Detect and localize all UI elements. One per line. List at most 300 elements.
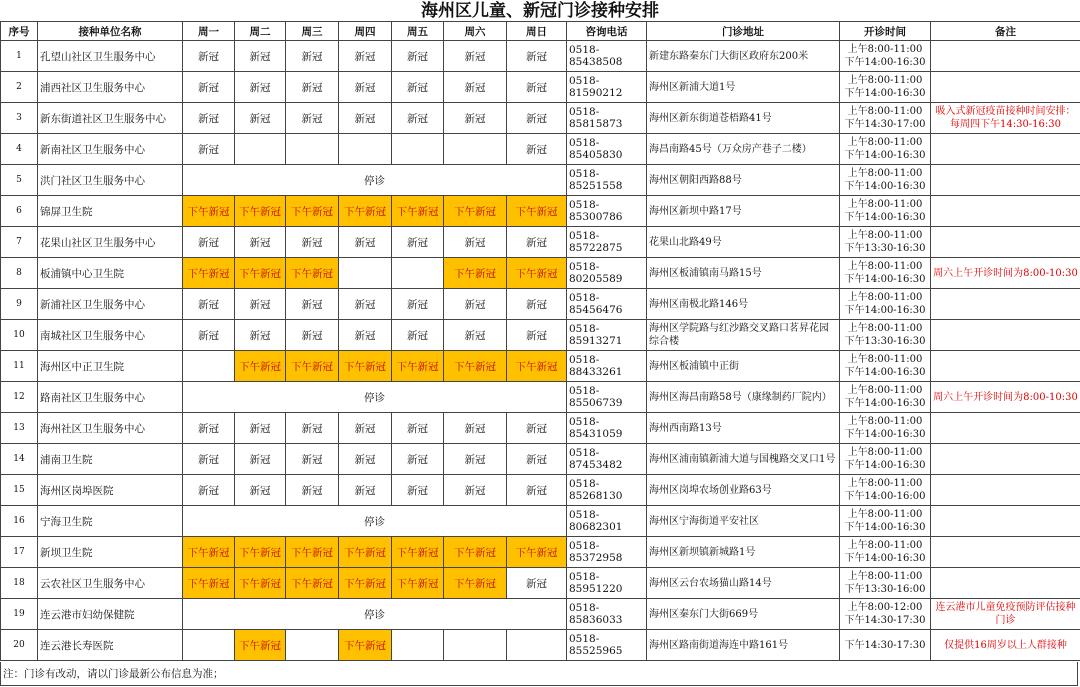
address-cell: 海州区新坝镇新城路1号 [647, 537, 840, 568]
day-cell: 下午新冠 [339, 196, 392, 227]
afternoon-hours: 下午14:00-16:30 [844, 274, 926, 285]
row-number: 7 [1, 227, 38, 258]
day-cell: 新冠 [507, 568, 567, 599]
row-number: 1 [1, 41, 38, 72]
morning-hours: 上午8:00-11:00 [847, 292, 923, 303]
day-cell: 新冠 [444, 320, 507, 351]
clinic-name: 浦南卫生院 [38, 444, 183, 475]
table-row [1, 413, 1080, 444]
day-cell: 新冠 [339, 413, 392, 444]
day-cell: 下午新冠 [235, 537, 286, 568]
day-cell [286, 134, 339, 165]
phone-cell: 0518-85525965 [567, 630, 647, 661]
morning-hours: 上午8:00-11:00 [847, 540, 923, 551]
table-row [1, 320, 1080, 351]
day-cell: 新冠 [286, 227, 339, 258]
day-cell: 新冠 [444, 413, 507, 444]
row-number: 5 [1, 165, 38, 196]
day-cell: 下午新冠 [183, 196, 235, 227]
phone-cell: 0518-80205589 [567, 258, 647, 289]
day-cell: 新冠 [507, 134, 567, 165]
hours-cell [840, 41, 931, 72]
address-cell: 海州区海昌南路58号（康缘制药厂院内） [647, 382, 840, 413]
day-cell: 新冠 [286, 103, 339, 134]
phone-cell: 0518-87453482 [567, 444, 647, 475]
day-cell: 新冠 [235, 475, 286, 506]
day-cell: 新冠 [235, 227, 286, 258]
address-cell: 海州区板浦镇南马路15号 [647, 258, 840, 289]
day-cell: 下午新冠 [339, 568, 392, 599]
clinic-name: 锦屏卫生院 [38, 196, 183, 227]
clinic-name: 宁海卫生院 [38, 506, 183, 537]
day-cell [339, 258, 392, 289]
morning-hours: 上午8:00-11:00 [847, 447, 923, 458]
morning-hours: 上午8:00-11:00 [847, 323, 923, 334]
day-cell: 新冠 [444, 289, 507, 320]
phone-cell: 0518-85405830 [567, 134, 647, 165]
row-number: 10 [1, 320, 38, 351]
morning-hours: 上午8:00-11:00 [847, 385, 923, 396]
address-cell: 海州区云台农场猫山路14号 [647, 568, 840, 599]
afternoon-hours: 下午14:00-16:30 [844, 398, 926, 409]
clinic-name: 新浦社区卫生服务中心 [38, 289, 183, 320]
day-cell: 新冠 [183, 103, 235, 134]
hours-cell [840, 258, 931, 289]
row-number: 9 [1, 289, 38, 320]
day-cell: 下午新冠 [392, 351, 444, 382]
clinic-name: 新坝卫生院 [38, 537, 183, 568]
phone-cell: 0518-85722875 [567, 227, 647, 258]
day-cell: 新冠 [235, 289, 286, 320]
closed-status: 停诊 [183, 382, 567, 413]
day-cell: 新冠 [339, 444, 392, 475]
clinic-name: 连云港市妇幼保健院 [38, 599, 183, 630]
day-cell: 下午新冠 [339, 537, 392, 568]
row-number: 14 [1, 444, 38, 475]
clinic-name: 新南社区卫生服务中心 [38, 134, 183, 165]
remark-cell [931, 320, 1080, 351]
hours-cell [840, 630, 931, 661]
table-row [1, 41, 1080, 72]
day-cell: 新冠 [444, 475, 507, 506]
afternoon-hours: 下午14:30-17:30 [844, 615, 926, 626]
address-cell: 海州区新东街道苍梧路41号 [647, 103, 840, 134]
phone-cell: 0518-88433261 [567, 351, 647, 382]
day-cell [183, 351, 235, 382]
row-number: 19 [1, 599, 38, 630]
remark-cell [931, 506, 1080, 537]
remark-cell [931, 351, 1080, 382]
morning-hours: 上午8:00-11:00 [847, 478, 923, 489]
day-cell: 新冠 [392, 475, 444, 506]
phone-cell: 0518-85372958 [567, 537, 647, 568]
hours-cell [840, 289, 931, 320]
day-cell: 新冠 [507, 413, 567, 444]
day-cell: 新冠 [183, 475, 235, 506]
phone-cell: 0518-85951220 [567, 568, 647, 599]
phone-cell: 0518-85506739 [567, 382, 647, 413]
hours-cell [840, 382, 931, 413]
day-cell: 下午新冠 [507, 258, 567, 289]
row-number: 3 [1, 103, 38, 134]
clinic-name: 花果山社区卫生服务中心 [38, 227, 183, 258]
day-cell: 新冠 [392, 289, 444, 320]
afternoon-hours: 下午14:00-16:30 [844, 367, 926, 378]
table-row [1, 196, 1080, 227]
day-cell: 下午新冠 [392, 537, 444, 568]
day-cell: 新冠 [235, 413, 286, 444]
hours-cell [840, 537, 931, 568]
row-number: 18 [1, 568, 38, 599]
address-cell: 海州区路南街道海连中路161号 [647, 630, 840, 661]
day-cell: 新冠 [286, 413, 339, 444]
day-cell: 新冠 [183, 227, 235, 258]
address-cell: 海州区新浦大道1号 [647, 72, 840, 103]
phone-cell: 0518-85438508 [567, 41, 647, 72]
clinic-name: 孔望山社区卫生服务中心 [38, 41, 183, 72]
day-cell: 新冠 [286, 475, 339, 506]
day-cell: 下午新冠 [507, 196, 567, 227]
afternoon-hours: 下午14:30-17:30 [844, 639, 926, 651]
schedule-table [0, 21, 1080, 661]
day-cell [392, 134, 444, 165]
hours-cell [840, 103, 931, 134]
day-cell: 新冠 [507, 41, 567, 72]
afternoon-hours: 下午14:30-17:00 [844, 119, 926, 130]
day-cell [392, 630, 444, 661]
day-cell: 新冠 [286, 320, 339, 351]
morning-hours: 上午8:00-11:00 [847, 75, 923, 86]
remark-cell: 周六上午开诊时间为8:00-10:30 [931, 382, 1080, 413]
day-cell: 新冠 [339, 227, 392, 258]
afternoon-hours: 下午14:00-16:30 [844, 212, 926, 223]
address-cell: 海州区宁海街道平安社区 [647, 506, 840, 537]
day-cell [444, 630, 507, 661]
clinic-name: 海州区中正卫生院 [38, 351, 183, 382]
afternoon-hours: 下午13:30-16:30 [844, 243, 926, 254]
afternoon-hours: 下午14:00-16:30 [844, 522, 926, 533]
morning-hours: 上午8:00-11:00 [847, 354, 923, 365]
day-cell: 下午新冠 [235, 568, 286, 599]
day-cell: 新冠 [392, 444, 444, 475]
header-cell: 接种单位名称 [38, 22, 183, 41]
day-cell: 新冠 [183, 134, 235, 165]
day-cell: 新冠 [444, 227, 507, 258]
day-cell: 新冠 [183, 444, 235, 475]
address-cell: 海州区浦南镇新浦大道与国槐路交叉口1号 [647, 444, 840, 475]
day-cell: 下午新冠 [444, 568, 507, 599]
day-cell: 新冠 [286, 41, 339, 72]
morning-hours: 上午8:00-12:00 [847, 602, 923, 613]
table-row [1, 351, 1080, 382]
phone-cell: 0518-85815873 [567, 103, 647, 134]
clinic-name: 南城社区卫生服务中心 [38, 320, 183, 351]
day-cell: 下午新冠 [286, 568, 339, 599]
day-cell [392, 258, 444, 289]
day-cell: 下午新冠 [235, 196, 286, 227]
footer-note: 注：门诊有改动，请以门诊最新公布信息为准； [0, 662, 1078, 686]
day-cell: 下午新冠 [507, 537, 567, 568]
day-cell: 新冠 [507, 320, 567, 351]
hours-cell [840, 227, 931, 258]
table-row [1, 382, 1080, 413]
afternoon-hours: 下午14:00-16:30 [844, 150, 926, 161]
remark-cell [931, 72, 1080, 103]
day-cell: 新冠 [444, 444, 507, 475]
day-cell: 下午新冠 [339, 351, 392, 382]
day-cell: 新冠 [339, 475, 392, 506]
day-cell: 下午新冠 [286, 537, 339, 568]
day-cell: 下午新冠 [444, 537, 507, 568]
remark-cell [931, 165, 1080, 196]
morning-hours: 上午8:00-11:00 [847, 509, 923, 520]
page-title: 海州区儿童、新冠门诊接种安排 [421, 1, 659, 21]
day-cell: 下午新冠 [286, 196, 339, 227]
day-cell: 新冠 [507, 227, 567, 258]
row-number: 13 [1, 413, 38, 444]
remark-cell [931, 41, 1080, 72]
table-row [1, 72, 1080, 103]
header-cell: 周三 [286, 22, 339, 41]
day-cell [507, 630, 567, 661]
day-cell: 下午新冠 [507, 351, 567, 382]
table-row [1, 165, 1080, 196]
clinic-name: 云农社区卫生服务中心 [38, 568, 183, 599]
hours-cell [840, 165, 931, 196]
day-cell: 下午新冠 [235, 351, 286, 382]
day-cell: 新冠 [339, 289, 392, 320]
morning-hours: 上午8:00-11:00 [847, 261, 923, 272]
day-cell: 新冠 [507, 103, 567, 134]
address-cell: 海州区新坝中路17号 [647, 196, 840, 227]
afternoon-hours: 下午14:00-16:30 [844, 553, 926, 564]
table-row [1, 475, 1080, 506]
row-number: 15 [1, 475, 38, 506]
remark-cell: 周六上午开诊时间为8:00-10:30 [931, 258, 1080, 289]
header-cell: 门诊地址 [647, 22, 840, 41]
day-cell: 新冠 [183, 72, 235, 103]
day-cell: 新冠 [286, 444, 339, 475]
address-cell: 新建东路秦东门大街区政府东200米 [647, 41, 840, 72]
row-number: 2 [1, 72, 38, 103]
day-cell: 下午新冠 [183, 537, 235, 568]
remark-cell [931, 196, 1080, 227]
address-cell: 海州区板浦镇中正街 [647, 351, 840, 382]
schedule-body [1, 41, 1080, 661]
day-cell: 新冠 [235, 444, 286, 475]
remark-cell: 仅提供16周岁以上人群接种 [931, 630, 1080, 661]
hours-cell [840, 475, 931, 506]
day-cell: 下午新冠 [392, 568, 444, 599]
hours-cell [840, 134, 931, 165]
remark-cell [931, 227, 1080, 258]
hours-cell [840, 351, 931, 382]
day-cell [183, 630, 235, 661]
hours-cell [840, 413, 931, 444]
morning-hours: 上午8:00-11:00 [847, 168, 923, 179]
header-cell: 周日 [507, 22, 567, 41]
hours-cell [840, 506, 931, 537]
afternoon-hours: 下午14:00-16:30 [844, 460, 926, 471]
header-cell: 咨询电话 [567, 22, 647, 41]
remark-cell [931, 444, 1080, 475]
clinic-name: 路南社区卫生服务中心 [38, 382, 183, 413]
day-cell: 新冠 [392, 103, 444, 134]
table-row [1, 599, 1080, 630]
day-cell: 新冠 [339, 103, 392, 134]
address-cell: 花果山北路49号 [647, 227, 840, 258]
day-cell: 下午新冠 [444, 351, 507, 382]
remark-cell [931, 537, 1080, 568]
morning-hours: 上午8:00-11:00 [847, 137, 923, 148]
day-cell: 新冠 [339, 320, 392, 351]
afternoon-hours: 下午14:00-16:30 [844, 429, 926, 440]
table-row [1, 134, 1080, 165]
day-cell: 下午新冠 [444, 196, 507, 227]
row-number: 12 [1, 382, 38, 413]
hours-cell [840, 72, 931, 103]
day-cell: 下午新冠 [286, 351, 339, 382]
day-cell: 新冠 [339, 72, 392, 103]
clinic-name: 海州区岗埠医院 [38, 475, 183, 506]
address-cell: 海州区秦东门大街669号 [647, 599, 840, 630]
day-cell: 下午新冠 [339, 630, 392, 661]
row-number: 17 [1, 537, 38, 568]
phone-cell: 0518-85431059 [567, 413, 647, 444]
header-cell: 周四 [339, 22, 392, 41]
header-cell: 备注 [931, 22, 1080, 41]
remark-cell [931, 134, 1080, 165]
day-cell: 新冠 [444, 41, 507, 72]
remark-cell: 连云港市儿童免疫预防评估接种门诊 [931, 599, 1080, 630]
header-cell: 周一 [183, 22, 235, 41]
address-cell: 海州区学院路与红沙路交叉路口茗昇花园综合楼 [647, 320, 840, 351]
clinic-name: 连云港长寿医院 [38, 630, 183, 661]
row-number: 8 [1, 258, 38, 289]
afternoon-hours: 下午14:00-16:30 [844, 57, 926, 68]
day-cell: 新冠 [444, 72, 507, 103]
day-cell: 新冠 [507, 72, 567, 103]
day-cell: 新冠 [235, 72, 286, 103]
hours-cell [840, 599, 931, 630]
table-row [1, 506, 1080, 537]
closed-status: 停诊 [183, 506, 567, 537]
day-cell: 新冠 [235, 41, 286, 72]
address-cell: 海州西南路13号 [647, 413, 840, 444]
header-row [1, 22, 1080, 41]
phone-cell: 0518-85836033 [567, 599, 647, 630]
day-cell: 新冠 [392, 41, 444, 72]
day-cell [444, 134, 507, 165]
row-number: 16 [1, 506, 38, 537]
header-cell: 序号 [1, 22, 38, 41]
header-cell: 周六 [444, 22, 507, 41]
day-cell: 新冠 [507, 444, 567, 475]
table-row [1, 568, 1080, 599]
morning-hours: 上午8:00-11:00 [847, 199, 923, 210]
table-row [1, 289, 1080, 320]
afternoon-hours: 下午14:00-16:30 [844, 181, 926, 192]
address-cell: 海州区岗埠农场创业路63号 [647, 475, 840, 506]
row-number: 4 [1, 134, 38, 165]
table-row [1, 103, 1080, 134]
remark-cell: 吸入式新冠疫苗接种时间安排：每周四下午14:30-16:30 [931, 103, 1080, 134]
day-cell: 新冠 [392, 413, 444, 444]
address-cell: 海昌南路45号（万众房产巷子二楼） [647, 134, 840, 165]
day-cell: 下午新冠 [183, 258, 235, 289]
address-cell: 海州区南极北路146号 [647, 289, 840, 320]
day-cell: 新冠 [183, 320, 235, 351]
morning-hours: 上午8:00-11:00 [847, 416, 923, 427]
phone-cell: 0518-81590212 [567, 72, 647, 103]
morning-hours: 上午8:00-11:00 [847, 106, 923, 117]
remark-cell [931, 289, 1080, 320]
table-row [1, 630, 1080, 661]
table-row [1, 537, 1080, 568]
phone-cell: 0518-85268130 [567, 475, 647, 506]
clinic-name: 板浦镇中心卫生院 [38, 258, 183, 289]
phone-cell: 0518-85913271 [567, 320, 647, 351]
phone-cell: 0518-80682301 [567, 506, 647, 537]
closed-status: 停诊 [183, 165, 567, 196]
header-cell: 开诊时间 [840, 22, 931, 41]
phone-cell: 0518-85251558 [567, 165, 647, 196]
day-cell: 新冠 [392, 72, 444, 103]
day-cell: 新冠 [183, 41, 235, 72]
day-cell [339, 134, 392, 165]
day-cell: 新冠 [183, 413, 235, 444]
clinic-name: 浦西社区卫生服务中心 [38, 72, 183, 103]
day-cell: 新冠 [507, 289, 567, 320]
day-cell: 下午新冠 [235, 258, 286, 289]
hours-cell [840, 196, 931, 227]
afternoon-hours: 下午14:00-16:30 [844, 305, 926, 316]
day-cell: 新冠 [444, 103, 507, 134]
row-number: 20 [1, 630, 38, 661]
table-row [1, 258, 1080, 289]
day-cell: 下午新冠 [235, 630, 286, 661]
day-cell: 下午新冠 [392, 196, 444, 227]
morning-hours: 上午8:00-11:00 [847, 44, 923, 55]
morning-hours: 上午8:00-11:00 [847, 571, 923, 582]
day-cell: 新冠 [286, 289, 339, 320]
clinic-name: 洪门社区卫生服务中心 [38, 165, 183, 196]
day-cell [286, 630, 339, 661]
hours-cell [840, 320, 931, 351]
day-cell: 新冠 [235, 103, 286, 134]
remark-cell [931, 475, 1080, 506]
remark-cell [931, 413, 1080, 444]
day-cell: 新冠 [507, 475, 567, 506]
afternoon-hours: 下午14:00-16:30 [844, 88, 926, 99]
day-cell: 新冠 [392, 227, 444, 258]
day-cell: 新冠 [286, 72, 339, 103]
day-cell: 新冠 [183, 289, 235, 320]
day-cell: 下午新冠 [286, 258, 339, 289]
header-cell: 周五 [392, 22, 444, 41]
row-number: 6 [1, 196, 38, 227]
closed-status: 停诊 [183, 599, 567, 630]
row-number: 11 [1, 351, 38, 382]
table-row [1, 227, 1080, 258]
hours-cell [840, 444, 931, 475]
afternoon-hours: 下午13:30-16:00 [844, 584, 926, 595]
day-cell: 新冠 [392, 320, 444, 351]
remark-cell [931, 568, 1080, 599]
morning-hours: 上午8:00-11:00 [847, 230, 923, 241]
day-cell: 新冠 [235, 320, 286, 351]
hours-cell [840, 568, 931, 599]
